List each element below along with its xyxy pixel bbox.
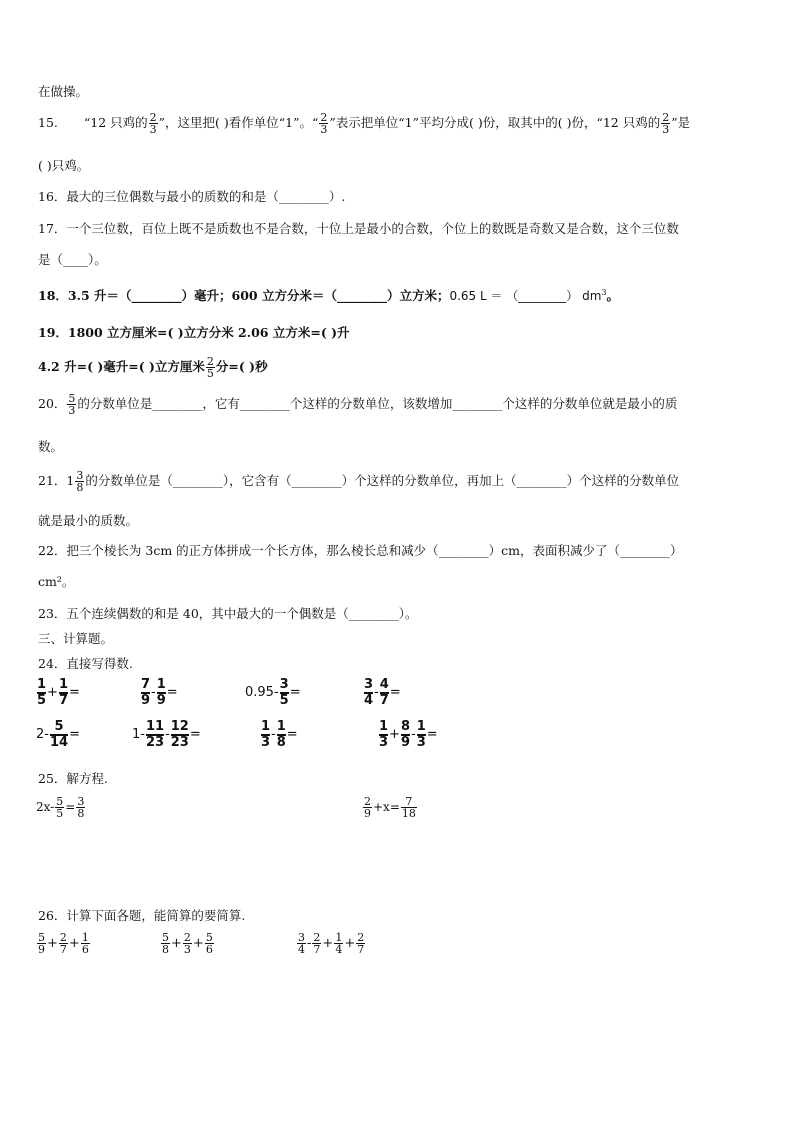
question-19: 19．1800 立方厘米=( )立方分米 2.06 立方米=( )升 <box>38 325 350 340</box>
section-3-heading: 三、计算题。 <box>38 631 114 646</box>
question-19-line2: 4.2 升=( )毫升=( )立方厘米 $\frac{2}{5}$ 分=( )秒 <box>38 355 268 380</box>
question-26-title: 26．计算下面各题，能简算的要简算. <box>38 908 246 923</box>
question-21: 21．1 $\frac{3}{8}$ 的分数单位是（________），它含有（________）个这样的分数单位，再加上（________）个这样的分数单位 <box>38 469 680 494</box>
continued-text: 在做操。 <box>38 84 89 99</box>
question-25-title: 25．解方程. <box>38 771 108 786</box>
question-23: 23．五个连续偶数的和是 40，其中最大的一个偶数是（________）。 <box>38 606 418 621</box>
calc-expression-7: $\frac{1}{3}$ - $\frac{1}{8}$ = <box>261 719 298 750</box>
calc-expression-2: $\frac{7}{9}$ - $\frac{1}{9}$ = <box>141 677 178 708</box>
fraction: $\frac{2}{3}$ <box>149 111 157 136</box>
calc-expression-8: $\frac{1}{3}$ + $\frac{8}{9}$ - $\frac{1}{3}$ = <box>379 719 438 750</box>
calc-expression-3: 0.95- $\frac{3}{5}$ = <box>245 677 301 708</box>
question-16: 16．最大的三位偶数与最小的质数的和是（________）. <box>38 189 346 204</box>
calc-expression-5: 2- $\frac{5}{14}$ = <box>36 719 80 750</box>
calc-26-3: $\frac{3}{4}$ - $\frac{2}{7}$ + $\frac{1}{4}$ + $\frac{2}{7}$ <box>298 931 365 956</box>
question-21-cont: 就是最小的质数。 <box>38 513 139 528</box>
question-22-cont: cm²。 <box>38 574 75 589</box>
calc-expression-4: $\frac{3}{4}$ - $\frac{4}{7}$ = <box>364 677 401 708</box>
fraction: $\frac{2}{3}$ <box>662 111 670 136</box>
question-15: 15. “12 只鸡的 $\frac{2}{3}$ ”，这里把( )看作单位“1”。“ $\frac{2}{3}$ ”表示把单位“1”平均分成( )份，取其中的( )份，“12 只鸡的 $\frac{2}{3}$ ”是 <box>38 111 691 136</box>
question-18: 18．3.5 升＝（________）毫升；600 立方分米＝（________）立方米；0.65 L ＝ （________） $dm^3$。 <box>38 287 620 303</box>
calc-26-2: $\frac{5}{8}$ + $\frac{2}{3}$ + $\frac{5}{6}$ <box>162 931 213 956</box>
question-17-cont: 是（____）。 <box>38 252 107 267</box>
question-15-cont: ( )只鸡。 <box>38 158 90 173</box>
question-20: 20． $\frac{5}{3}$ 的分数单位是________，它有________个这样的分数单位，该数增加________个这样的分数单位就是最小的质 <box>38 392 678 417</box>
fraction: $\frac{3}{8}$ <box>76 469 84 494</box>
calc-expression-1: $\frac{1}{5}$ + $\frac{1}{7}$ = <box>37 677 80 708</box>
fraction: $\frac{2}{3}$ <box>320 111 328 136</box>
q15-number: 15. <box>38 115 58 130</box>
calc-expression-6: 1- $\frac{11}{23}$ - $\frac{12}{23}$ = <box>132 719 201 750</box>
equation-2: $\frac{2}{9}$ +x= $\frac{7}{18}$ <box>364 795 416 820</box>
fraction: $\frac{5}{3}$ <box>68 392 76 417</box>
calc-26-1: $\frac{5}{9}$ + $\frac{2}{7}$ + $\frac{1}{6}$ <box>38 931 89 956</box>
question-22: 22．把三个棱长为 3cm 的正方体拼成一个长方体，那么棱长总和减少（________）cm，表面积减少了（________） <box>38 543 683 558</box>
question-24-title: 24．直接写得数. <box>38 656 133 671</box>
question-17: 17．一个三位数，百位上既不是质数也不是合数，十位上是最小的合数，个位上的数既是奇数又是合数，这个三位数 <box>38 221 679 236</box>
fraction: $\frac{2}{5}$ <box>206 355 214 380</box>
equation-1: 2x- $\frac{5}{5}$ = $\frac{3}{8}$ <box>36 795 85 820</box>
question-20-cont: 数。 <box>38 439 64 454</box>
